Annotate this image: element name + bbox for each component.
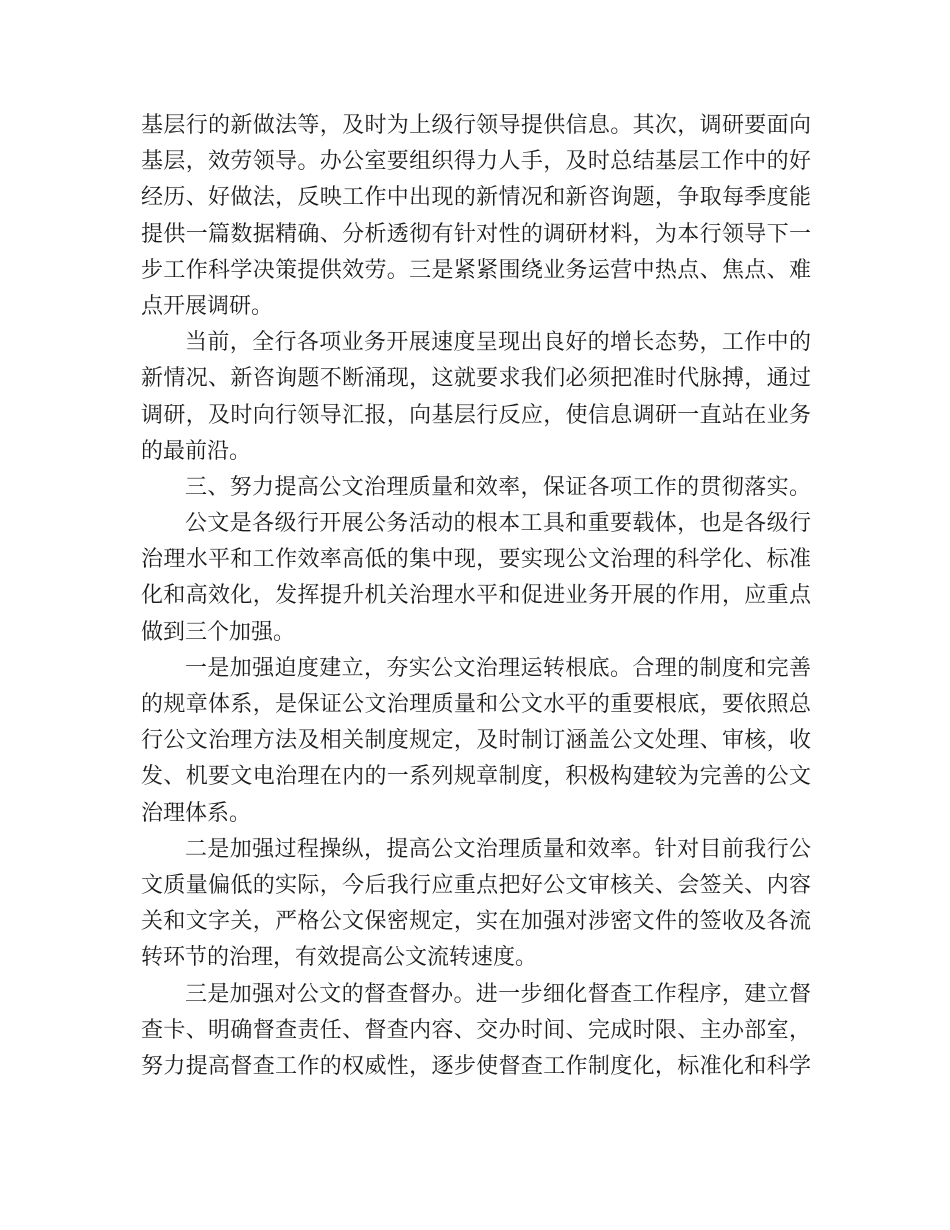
text-line: 一是加强迫度建立，夯实公文治理运转根底。合理的制度和完善	[185, 655, 811, 681]
document-body	[141, 108, 811, 1085]
text-line: 经历、好做法，反映工作中出现的新情况和新咨询题，争取每季度能	[141, 185, 811, 211]
text-line: 三、努力提高公文治理质量和效率，保证各项工作的贯彻落实。	[185, 474, 811, 500]
text-line: 三是加强对公文的督查督办。进一步细化督查工作程序，建立督	[185, 981, 811, 1007]
text-line: 提供一篇数据精确、分析透彻有针对性的调研材料，为本行领导下一	[141, 221, 811, 247]
text-line: 公文是各级行开展公务活动的根本工具和重要载体，也是各级行	[185, 511, 811, 537]
text-line: 治理水平和工作效率高低的集中现，要实现公文治理的科学化、标准	[141, 547, 811, 573]
text-line: 调研，及时向行领导汇报，向基层行反应，使信息调研一直站在业务	[141, 402, 811, 428]
text-line: 当前，全行各项业务开展速度呈现出良好的增长态势，工作中的	[185, 330, 811, 356]
text-line: 步工作科学决策提供效劳。三是紧紧围绕业务运营中热点、焦点、难	[141, 257, 811, 283]
text-line: 的规章体系，是保证公文治理质量和公文水平的重要根底，要依照总	[141, 692, 811, 717]
text-line: 文质量偏低的实际，今后我行应重点把好公文审核关、会签关、内容	[141, 872, 811, 898]
text-line: 基层行的新做法等，及时为上级行领导提供信息。其次，调研要面向	[141, 113, 811, 138]
text-line: 努力提高督查工作的权威性，逐步使督查工作制度化，标准化和科学	[141, 1053, 811, 1079]
text-line: 新情况、新咨询题不断涌现，这就要求我们必须把准时代脉搏，通过	[141, 366, 811, 392]
text-line: 的最前沿。	[141, 438, 252, 464]
text-line: 二是加强过程操纵，提高公文治理质量和效率。针对目前我行公	[185, 836, 811, 862]
text-line: 转环节的治理，有效提高公文流转速度。	[141, 945, 538, 971]
text-line: 基层，效劳领导。办公室要组织得力人手，及时总结基层工作中的好	[141, 149, 811, 175]
text-line: 点开展调研。	[141, 293, 274, 319]
text-line: 做到三个加强。	[141, 619, 296, 645]
text-line: 查卡、明确督查责任、督查内容、交办时间、完成时限、主办部室，	[141, 1017, 811, 1043]
text-line: 治理体系。	[141, 800, 252, 826]
text-line: 化和高效化，发挥提升机关治理水平和促进业务开展的作用，应重点	[141, 583, 811, 609]
text-line: 关和文字关，严格公文保密规定，实在加强对涉密文件的签收及各流	[141, 909, 811, 935]
text-line: 行公文治理方法及相关制度规定，及时制订涵盖公文处理、审核，收	[141, 728, 811, 754]
text-line: 发、机要文电治理在内的一系列规章制度，积极构建较为完善的公文	[141, 764, 811, 790]
